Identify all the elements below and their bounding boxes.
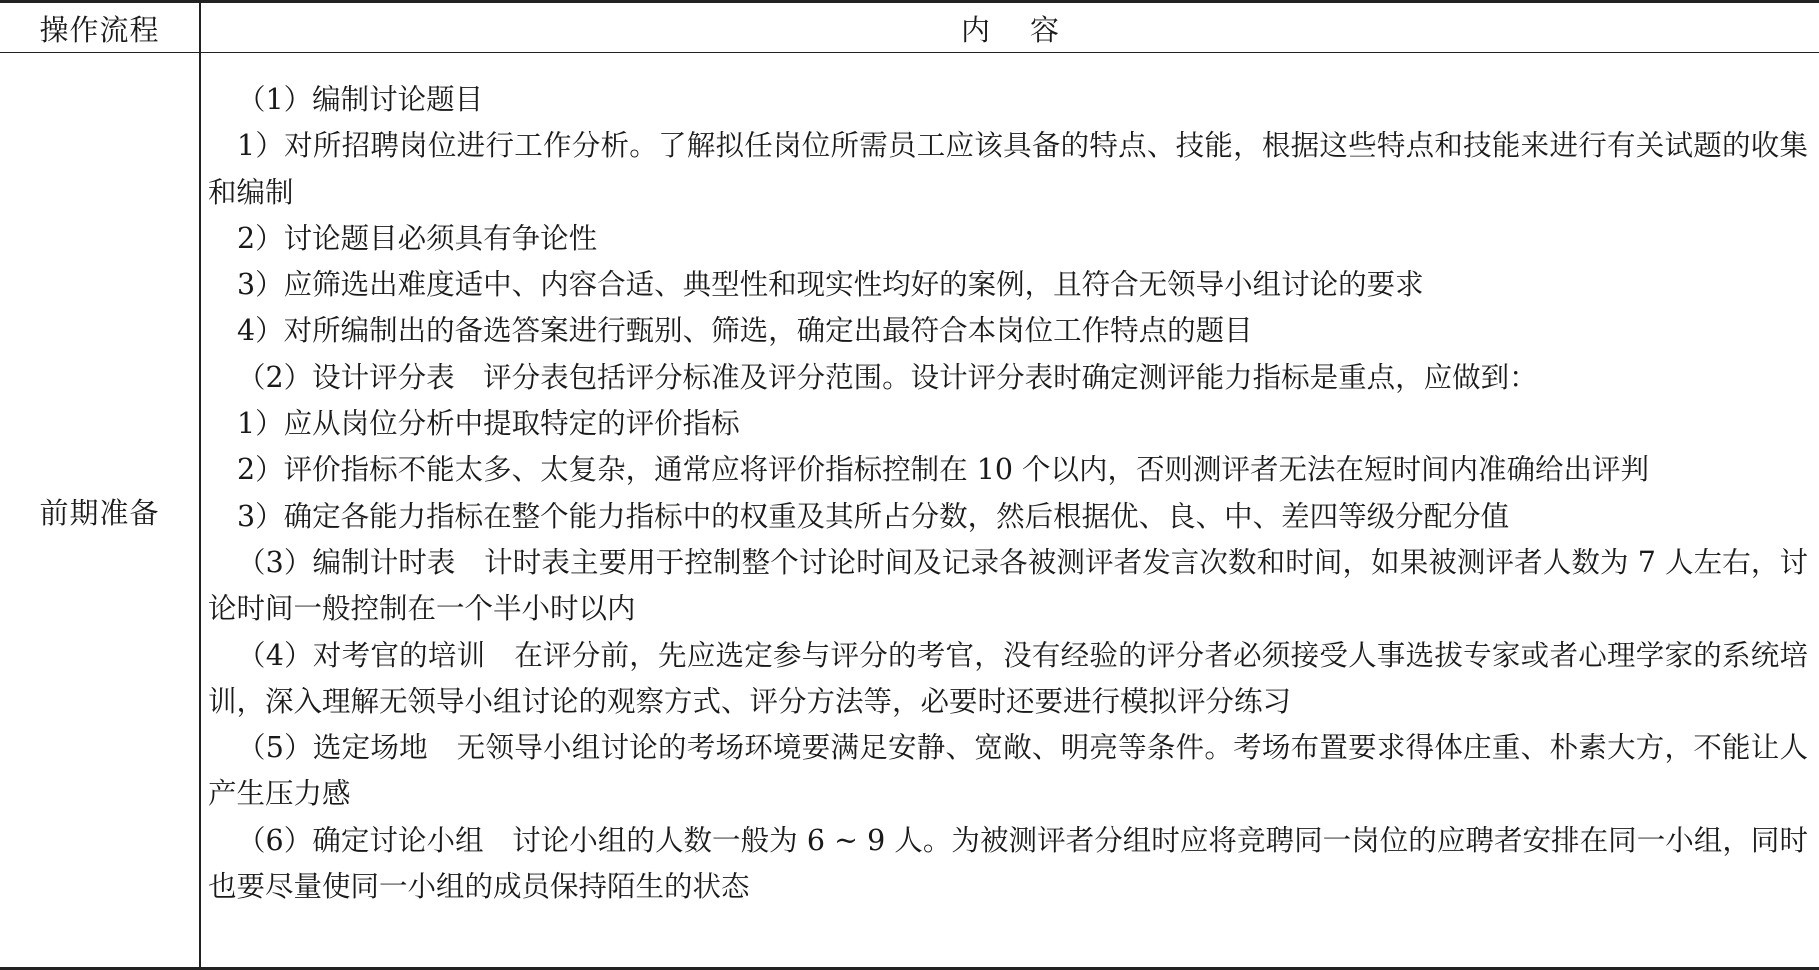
- content-paragraph: （4）对考官的培训 在评分前，先应选定参与评分的考官，没有经验的评分者必须接受人事选拔专家或者心理学家的系统培训，深入理解无领导小组讨论的观察方式、评分方法等，必要时还要进行模拟评分练习: [208, 638, 1808, 718]
- content-paragraph: 3）应筛选出难度适中、内容合适、典型性和现实性均好的案例，且符合无领导小组讨论的要求: [237, 268, 1424, 302]
- table-header-row: [0, 3, 1819, 53]
- content-paragraph: 4）对所编制出的备选答案进行甄别、筛选，确定出最符合本岗位工作特点的题目: [237, 314, 1253, 348]
- content-paragraph: （2）设计评分表 评分表包括评分标准及评分范围。设计评分表时确定测评能力指标是重点，应做到：: [237, 360, 1538, 394]
- content-paragraph: （3）编制计时表 计时表主要用于控制整个讨论时间及记录各被测评者发言次数和时间，如果被测评者人数为 7 人左右，讨论时间一般控制在一个半小时以内: [208, 545, 1808, 626]
- content-paragraph: （5）选定场地 无领导小组讨论的考场环境要满足安静、宽敞、明亮等条件。考场布置要求得体庄重、朴素大方，不能让人产生压力感: [208, 731, 1808, 811]
- content-paragraph: 1）对所招聘岗位进行工作分析。了解拟任岗位所需员工应该具备的特点、技能，根据这些特点和技能来进行有关试题的收集和编制: [208, 129, 1808, 209]
- content-paragraph: 3）确定各能力指标在整个能力指标中的权重及其所占分数，然后根据优、良、中、差四等级分配分值: [237, 499, 1510, 533]
- header-content-column: 内容: [960, 12, 1099, 47]
- content-paragraph: （6）确定讨论小组 讨论小组的人数一般为 6 ~ 9 人。为被测评者分组时应将竞聘同一岗位的应聘者安排在同一小组，同时也要尽量使同一小组的成员保持陌生的状态: [208, 823, 1808, 904]
- content-paragraph: 1）应从岗位分析中提取特定的评价指标: [237, 407, 740, 441]
- content-paragraph: 2）讨论题目必须具有争论性: [237, 221, 598, 255]
- content-paragraph: （1）编制讨论题目: [237, 83, 484, 116]
- header-process-column: 操作流程: [39, 12, 160, 47]
- stage-cell: 前期准备: [39, 496, 160, 530]
- content-cell: [208, 77, 1808, 910]
- column-divider: [199, 3, 201, 970]
- content-paragraph: 2）评价指标不能太多、太复杂，通常应将评价指标控制在 10 个以内，否则测评者无法在短时间内准确给出评判: [237, 453, 1650, 487]
